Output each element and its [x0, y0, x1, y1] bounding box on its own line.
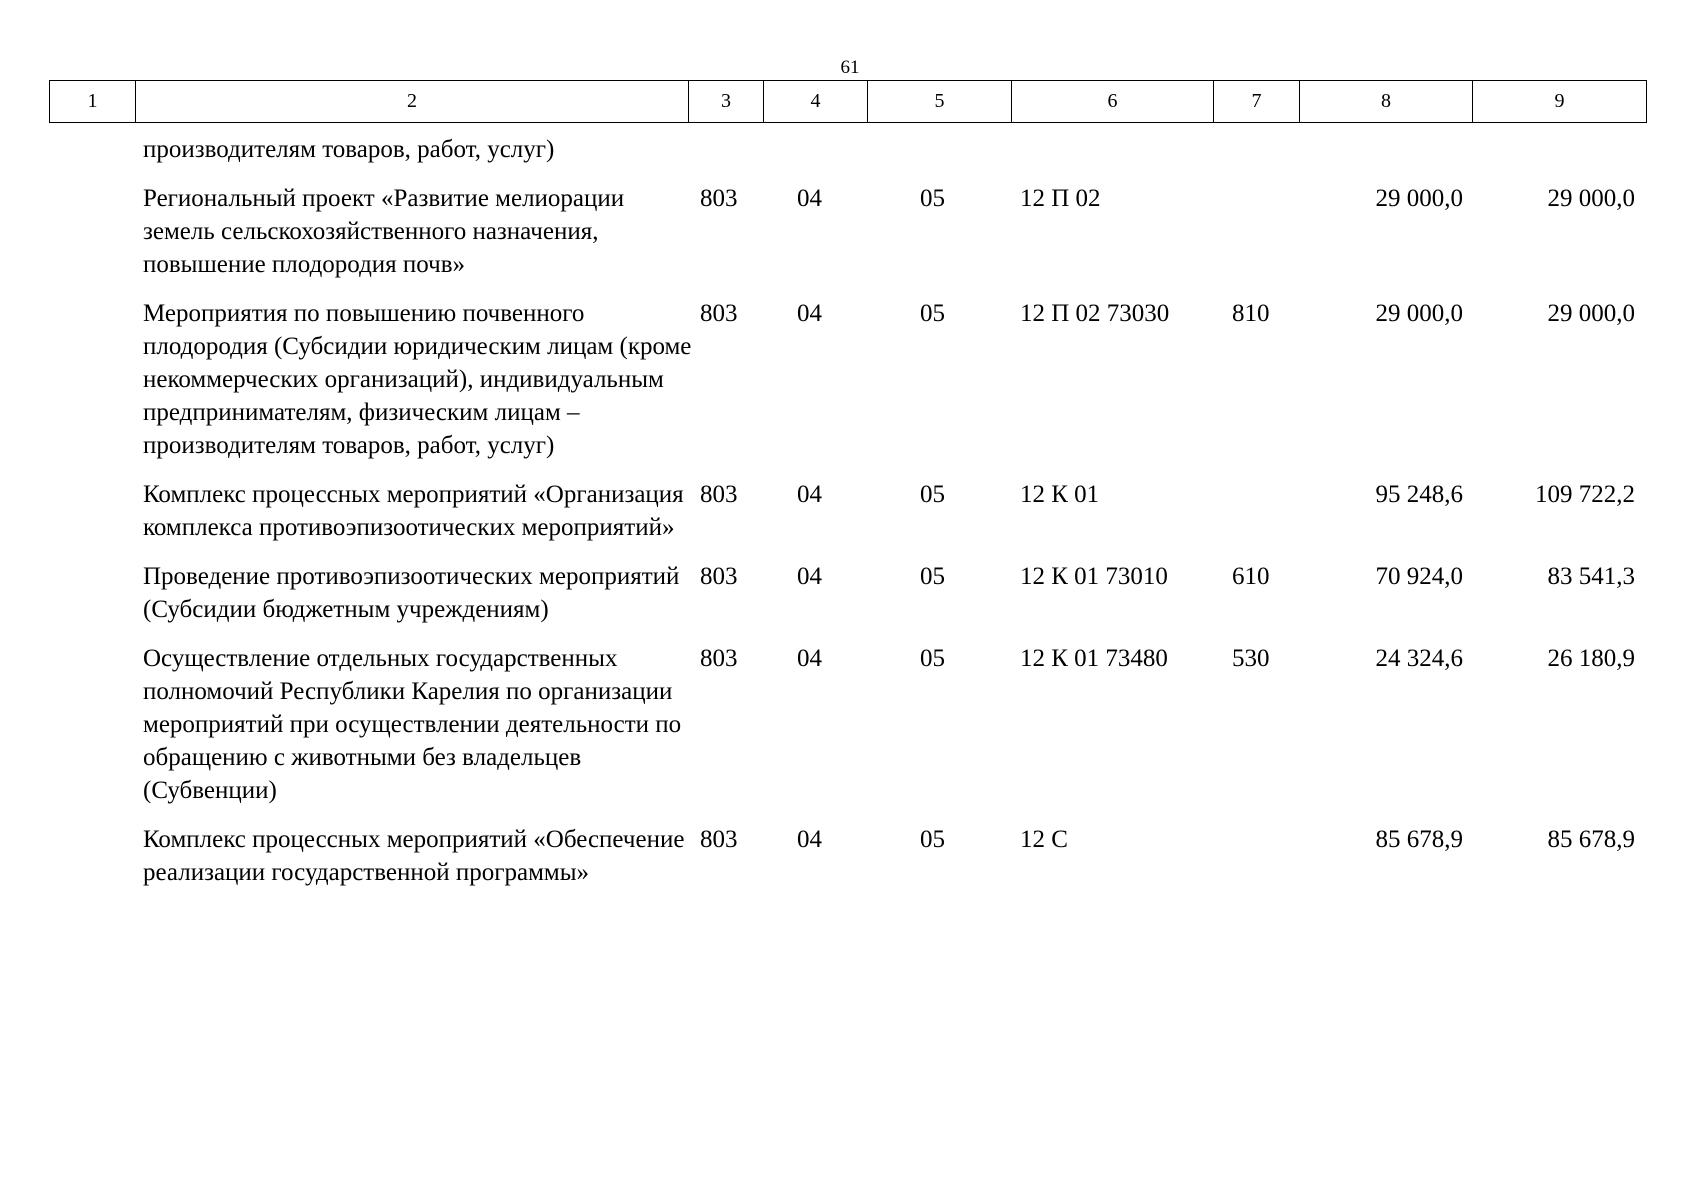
- row-amount-9: 29 000,0: [1547, 185, 1635, 212]
- row-name: Проведение противоэпизоотических мероприятий (Субсидии бюджетным учреждениям): [143, 563, 680, 623]
- row-name: Комплекс процессных мероприятий «Организация комплекса противоэпизоотических мероприятий»: [143, 481, 684, 541]
- table-row: [0, 297, 1697, 462]
- row-amount-9: 26 180,9: [1547, 645, 1635, 672]
- row-name: Региональный проект «Развитие мелиорации земель сельскохозяйственного назначения, повышение плодородия почв»: [143, 185, 625, 278]
- row-code-6: 12 П 02 73030: [1020, 300, 1170, 327]
- row-code-4: 04: [797, 826, 822, 853]
- table-row: [0, 478, 1697, 544]
- table-row: [0, 133, 1697, 166]
- row-code-5: 05: [920, 645, 945, 672]
- header-cell-5: 5: [868, 81, 1012, 123]
- table-row: [0, 182, 1697, 281]
- row-code-3: 803: [700, 645, 738, 672]
- row-code-3: 803: [700, 481, 738, 508]
- row-code-6: 12 К 01: [1020, 481, 1100, 508]
- row-code-7: 530: [1232, 645, 1270, 672]
- row-code-5: 05: [920, 826, 945, 853]
- row-code-3: 803: [700, 563, 738, 590]
- row-code-4: 04: [797, 185, 822, 212]
- row-amount-8: 95 248,6: [1375, 481, 1463, 508]
- table-row: [0, 560, 1697, 626]
- row-code-5: 05: [920, 300, 945, 327]
- header-cell-3: 3: [689, 81, 764, 123]
- row-amount-8: 70 924,0: [1375, 563, 1463, 590]
- row-amount-9: 29 000,0: [1547, 300, 1635, 327]
- header-cell-8: 8: [1300, 81, 1473, 123]
- table-body: [0, 133, 1697, 905]
- header-cell-2: 2: [136, 81, 689, 123]
- row-code-3: 803: [700, 185, 738, 212]
- column-header-table: [49, 80, 1647, 123]
- row-code-4: 04: [797, 481, 822, 508]
- row-amount-9: 85 678,9: [1547, 826, 1635, 853]
- row-code-4: 04: [797, 645, 822, 672]
- row-code-5: 05: [920, 185, 945, 212]
- row-amount-8: 29 000,0: [1375, 185, 1463, 212]
- page-number: 61: [840, 57, 860, 78]
- header-cell-9: 9: [1473, 81, 1647, 123]
- header-cell-7: 7: [1214, 81, 1300, 123]
- row-code-4: 04: [797, 563, 822, 590]
- row-amount-8: 85 678,9: [1375, 826, 1463, 853]
- row-code-3: 803: [700, 300, 738, 327]
- row-code-7: 610: [1232, 563, 1270, 590]
- row-name: Осуществление отдельных государственных полномочий Республики Карелия по организации мероприятий при осуществлении деятельности по обращению с животными без владельцев (Субвенции): [143, 645, 682, 804]
- header-row: [50, 81, 1647, 123]
- row-code-6: 12 П 02: [1020, 185, 1101, 212]
- row-name: Мероприятия по повышению почвенного плодородия (Субсидии юридическим лицам (кроме некоммерческих организаций), индивидуальным предпринимателям, физическим лицам – производителям товаров, работ, услуг): [143, 300, 692, 459]
- row-amount-9: 83 541,3: [1547, 563, 1635, 590]
- row-code-3: 803: [700, 826, 738, 853]
- table-row: [0, 642, 1697, 807]
- row-code-6: 12 С: [1020, 826, 1068, 853]
- header-cell-4: 4: [764, 81, 868, 123]
- row-code-7: 810: [1232, 300, 1270, 327]
- row-code-5: 05: [920, 481, 945, 508]
- row-code-6: 12 К 01 73480: [1020, 645, 1168, 672]
- row-code-4: 04: [797, 300, 822, 327]
- table-row: [0, 823, 1697, 889]
- header-cell-1: 1: [50, 81, 136, 123]
- row-name: производителям товаров, работ, услуг): [143, 136, 555, 163]
- row-code-6: 12 К 01 73010: [1020, 563, 1168, 590]
- row-code-5: 05: [920, 563, 945, 590]
- row-name: Комплекс процессных мероприятий «Обеспечение реализации государственной программы»: [143, 826, 685, 886]
- row-amount-8: 29 000,0: [1375, 300, 1463, 327]
- header-cell-6: 6: [1012, 81, 1214, 123]
- row-amount-8: 24 324,6: [1375, 645, 1463, 672]
- row-amount-9: 109 722,2: [1535, 481, 1635, 508]
